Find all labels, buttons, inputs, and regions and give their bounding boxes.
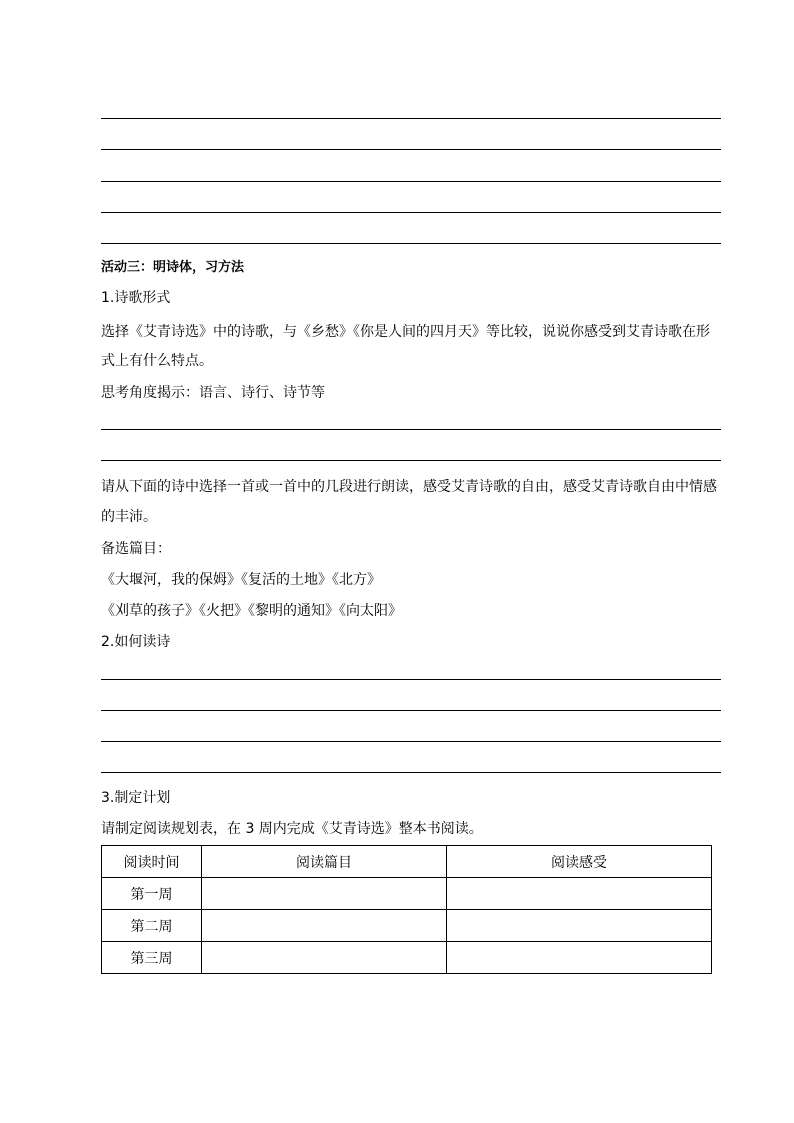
answer-line [101,243,721,244]
table-row [102,942,712,974]
answer-line [101,710,721,711]
answer-line [101,679,721,680]
answer-line [101,181,721,182]
reading-prompt: 请从下面的诗中选择一首或一首中的几段进行朗读，感受艾青诗歌的自由，感受艾青诗歌自由中情感 [101,479,717,495]
feelings-cell[interactable] [447,878,712,910]
section-title-poetry-form: 1.诗歌形式 [101,290,171,306]
answer-line [101,149,721,150]
options-label: 备选篇目： [101,541,171,557]
pieces-cell[interactable] [202,942,447,974]
table-row [102,910,712,942]
header-reading-time: 阅读时间 [102,846,202,878]
week-cell: 第二周 [102,910,202,942]
answer-line [101,118,721,119]
header-reading-pieces: 阅读篇目 [202,846,447,878]
feelings-cell[interactable] [447,910,712,942]
hint-text: 思考角度揭示：语言、诗行、诗节等 [101,385,325,401]
answer-line [101,429,721,430]
prompt-text-cont: 式上有什么特点。 [101,353,213,369]
prompt-text: 选择《艾青诗选》中的诗歌，与《乡愁》《你是人间的四月天》等比较，说说你感受到艾青诗歌在形 [101,324,710,340]
reading-plan-table [101,845,712,974]
options-list: 《刈草的孩子》《火把》《黎明的通知》《向太阳》 [101,603,402,619]
pieces-cell[interactable] [202,910,447,942]
answer-line [101,772,721,773]
options-list: 《大堰河，我的保姆》《复活的土地》《北方》 [101,572,381,588]
answer-line [101,460,721,461]
answer-line [101,741,721,742]
reading-prompt-cont: 的丰沛。 [101,509,157,525]
section-title-plan: 3.制定计划 [101,790,171,806]
section-title-how-to-read: 2.如何读诗 [101,634,171,650]
answer-line [101,212,721,213]
week-cell: 第三周 [102,942,202,974]
activity-heading: 活动三：明诗体，习方法 [101,260,245,275]
table-row [102,878,712,910]
feelings-cell[interactable] [447,942,712,974]
plan-prompt: 请制定阅读规划表，在 3 周内完成《艾青诗选》整本书阅读。 [101,821,483,837]
pieces-cell[interactable] [202,878,447,910]
table-header-row [102,846,712,878]
week-cell: 第一周 [102,878,202,910]
header-reading-feelings: 阅读感受 [447,846,712,878]
